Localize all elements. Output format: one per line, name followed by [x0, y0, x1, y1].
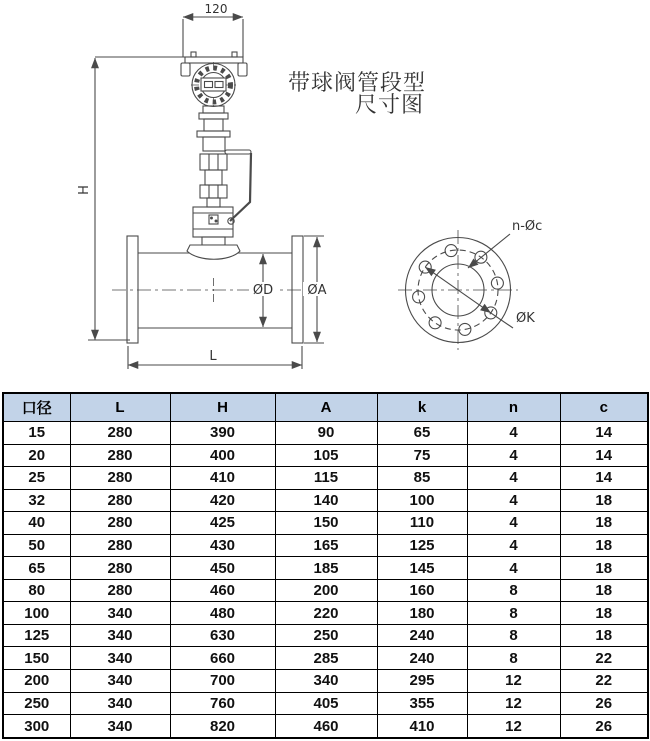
- table-row: [3, 692, 648, 715]
- table-cell: 145: [377, 557, 467, 580]
- table-cell: 90: [275, 422, 377, 445]
- dim-height: [88, 57, 185, 340]
- dim-top-width-label: 120: [204, 2, 228, 16]
- table-row: [3, 670, 648, 693]
- table-cell: 820: [170, 715, 275, 738]
- table-cell: 18: [560, 602, 648, 625]
- dim-inner-diameter-label: ØD: [252, 283, 274, 298]
- table-cell: 65: [377, 422, 467, 445]
- table-cell: 18: [560, 557, 648, 580]
- table-cell: 250: [3, 692, 70, 715]
- table-cell: 14: [560, 467, 648, 490]
- table-cell: 26: [560, 715, 648, 738]
- saddle-base: [187, 245, 240, 259]
- header-cell: 口径: [3, 393, 70, 422]
- table-row: [3, 579, 648, 602]
- table-cell: 700: [170, 670, 275, 693]
- table-cell: 20: [3, 444, 70, 467]
- sensor-neck: [197, 106, 251, 207]
- table-row: [3, 422, 648, 445]
- table-cell: 240: [377, 647, 467, 670]
- table-cell: 280: [70, 489, 170, 512]
- table-cell: 65: [3, 557, 70, 580]
- spec-table: [2, 392, 649, 739]
- table-cell: 8: [467, 579, 560, 602]
- table-cell: 100: [3, 602, 70, 625]
- table-cell: 165: [275, 534, 377, 557]
- table-row: [3, 534, 648, 557]
- table-cell: 105: [275, 444, 377, 467]
- header-cell: A: [275, 393, 377, 422]
- table-cell: 4: [467, 534, 560, 557]
- table-header-row: [3, 393, 648, 422]
- table-cell: 22: [560, 670, 648, 693]
- table-cell: 280: [70, 557, 170, 580]
- table-cell: 340: [70, 715, 170, 738]
- table-row: [3, 489, 648, 512]
- table-cell: 280: [70, 444, 170, 467]
- header-cell: n: [467, 393, 560, 422]
- table-cell: 14: [560, 444, 648, 467]
- table-cell: 200: [275, 579, 377, 602]
- table-row: [3, 602, 648, 625]
- drawing-title-line2: 尺寸图: [354, 93, 424, 118]
- table-cell: 285: [275, 647, 377, 670]
- dim-top-width: [183, 17, 243, 57]
- header-cell: H: [170, 393, 275, 422]
- table-cell: 18: [560, 489, 648, 512]
- table-cell: 4: [467, 422, 560, 445]
- table-cell: 250: [275, 624, 377, 647]
- table-cell: 12: [467, 715, 560, 738]
- table-cell: 8: [467, 647, 560, 670]
- table-row: [3, 624, 648, 647]
- table-cell: 14: [560, 422, 648, 445]
- table-cell: 280: [70, 534, 170, 557]
- drawing-title-line1: 带球阀管段型: [287, 71, 426, 96]
- table-row: [3, 444, 648, 467]
- table-cell: 100: [377, 489, 467, 512]
- table-cell: 18: [560, 512, 648, 535]
- dim-length-label: L: [209, 349, 217, 364]
- dim-bolt-holes-label: n-Øc: [512, 219, 543, 234]
- table-cell: 280: [70, 579, 170, 602]
- table-cell: 340: [70, 624, 170, 647]
- dim-bolt-circle-label: ØK: [516, 311, 535, 326]
- table-cell: 660: [170, 647, 275, 670]
- table-cell: 340: [275, 670, 377, 693]
- table-cell: 185: [275, 557, 377, 580]
- table-cell: 4: [467, 557, 560, 580]
- table-cell: 150: [3, 647, 70, 670]
- header-cell: L: [70, 393, 170, 422]
- table-cell: 18: [560, 624, 648, 647]
- table-cell: 8: [467, 624, 560, 647]
- table-cell: 355: [377, 692, 467, 715]
- table-row: [3, 467, 648, 490]
- table-cell: 22: [560, 647, 648, 670]
- table-cell: 340: [70, 602, 170, 625]
- table-cell: 240: [377, 624, 467, 647]
- table-cell: 125: [377, 534, 467, 557]
- table-cell: 400: [170, 444, 275, 467]
- table-cell: 280: [70, 467, 170, 490]
- table-cell: 150: [275, 512, 377, 535]
- table-cell: 125: [3, 624, 70, 647]
- table-cell: 8: [467, 602, 560, 625]
- table-row: [3, 512, 648, 535]
- table-cell: 4: [467, 489, 560, 512]
- dim-bolt-circle: [425, 267, 513, 328]
- table-cell: 4: [467, 467, 560, 490]
- table-cell: 26: [560, 692, 648, 715]
- table-cell: 15: [3, 422, 70, 445]
- table-cell: 340: [70, 670, 170, 693]
- table-cell: 18: [560, 579, 648, 602]
- table-cell: 115: [275, 467, 377, 490]
- table-cell: 460: [170, 579, 275, 602]
- table-cell: 390: [170, 422, 275, 445]
- table-cell: 4: [467, 444, 560, 467]
- table-cell: 140: [275, 489, 377, 512]
- table-cell: 50: [3, 534, 70, 557]
- spec-table-body: [3, 422, 648, 739]
- table-cell: 410: [170, 467, 275, 490]
- dim-height-label: H: [77, 185, 92, 195]
- table-cell: 180: [377, 602, 467, 625]
- table-row: [3, 647, 648, 670]
- side-view: [88, 17, 331, 369]
- table-cell: 480: [170, 602, 275, 625]
- table-cell: 220: [275, 602, 377, 625]
- transmitter-head: [181, 52, 247, 108]
- table-cell: 85: [377, 467, 467, 490]
- table-cell: 80: [3, 579, 70, 602]
- ball-valve: [193, 153, 251, 245]
- table-cell: 110: [377, 512, 467, 535]
- flange-face-view: [398, 230, 518, 350]
- table-cell: 160: [377, 579, 467, 602]
- table-cell: 430: [170, 534, 275, 557]
- table-cell: 75: [377, 444, 467, 467]
- table-cell: 425: [170, 512, 275, 535]
- table-cell: 420: [170, 489, 275, 512]
- table-cell: 12: [467, 670, 560, 693]
- table-cell: 300: [3, 715, 70, 738]
- table-cell: 280: [70, 512, 170, 535]
- table-cell: 630: [170, 624, 275, 647]
- table-cell: 32: [3, 489, 70, 512]
- table-row: [3, 557, 648, 580]
- table-cell: 340: [70, 692, 170, 715]
- table-row: [3, 715, 648, 738]
- table-cell: 460: [275, 715, 377, 738]
- table-cell: 4: [467, 512, 560, 535]
- table-cell: 340: [70, 647, 170, 670]
- header-cell: c: [560, 393, 648, 422]
- table-cell: 12: [467, 692, 560, 715]
- table-cell: 40: [3, 512, 70, 535]
- dim-bolt-holes-leader: [468, 234, 510, 268]
- table-cell: 25: [3, 467, 70, 490]
- table-cell: 18: [560, 534, 648, 557]
- table-cell: 280: [70, 422, 170, 445]
- table-cell: 450: [170, 557, 275, 580]
- header-cell: k: [377, 393, 467, 422]
- dim-flange-diameter-label: ØA: [307, 283, 327, 298]
- table-cell: 410: [377, 715, 467, 738]
- side-pin: [225, 150, 251, 154]
- table-cell: 405: [275, 692, 377, 715]
- pipe-section: [112, 236, 330, 343]
- table-cell: 760: [170, 692, 275, 715]
- table-cell: 200: [3, 670, 70, 693]
- table-cell: 295: [377, 670, 467, 693]
